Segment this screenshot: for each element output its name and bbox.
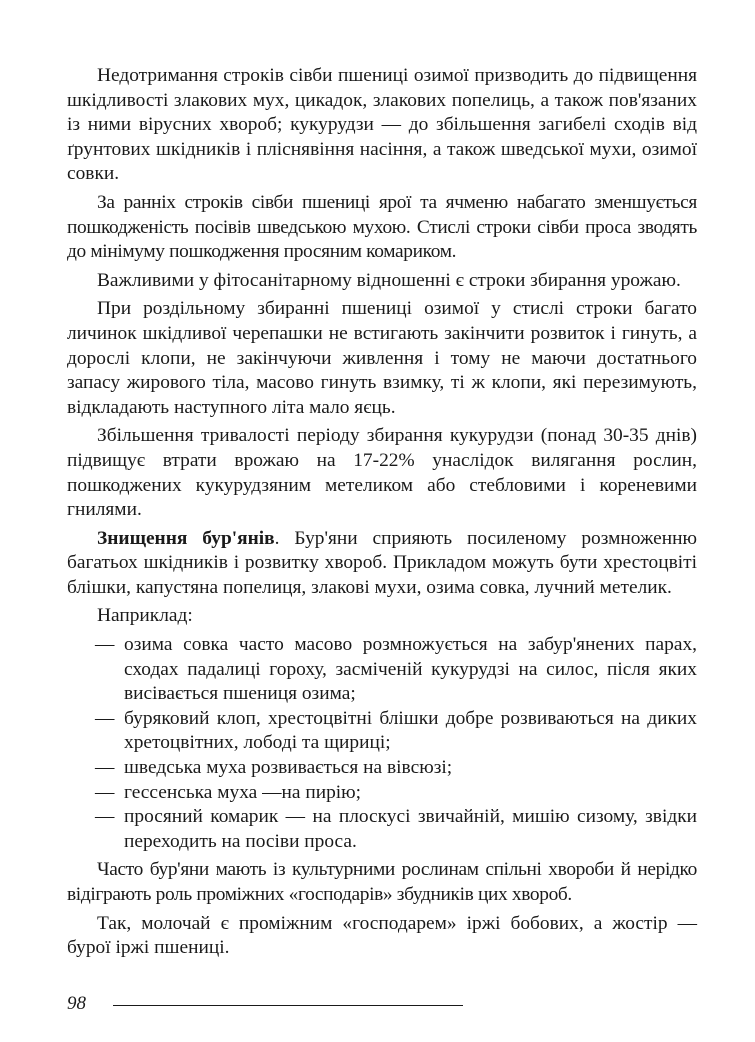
list-item-text: озима совка часто масово розмножується на забур'янених парах, сходах падалиці гороху, засміченій кукурудзі на силос, після яких висівається пшениця озима; <box>124 634 697 705</box>
list-item-text: буряковий клоп, хрестоцвітні блішки добре розвиваються на диких хретоцвітних, лободі та щириці; <box>124 707 697 754</box>
list-item <box>67 805 697 854</box>
paragraph-separate-harvest: При роздільному збиранні пшениці озимої у стислі строки багато личинок шкідливої черепашки не встигають закінчити розвиток і гинуть, а дорослі клопи, не закінчуючи живлення і тому не маючи достатнього запасу жирового тіла, масово гинуть взимку, ті ж клопи, які перезимують, відкладають наступного літа мало яєць. <box>67 298 697 418</box>
page-footer <box>67 993 467 1017</box>
list-dash: — <box>95 707 115 729</box>
paragraph-corn-harvest: Збільшення тривалості періоду збирання кукурудзи (понад 30-35 днів) підвищує втрати врожаю на 17-22% унаслідок вилягання рослин, пошкоджених кукурудзяним метеликом або стебловими і кореневими гнилями. <box>67 425 697 521</box>
list-item-text: шведська муха розвивається на вівсюзі; <box>124 757 453 779</box>
weed-control-heading: Знищення бур'янів <box>97 527 275 549</box>
paragraph-intermediate-hosts: Так, молочай є проміжним «господарем» іржі бобових, а жостір — бурої іржі пшениці. <box>67 912 697 959</box>
paragraph-weed-control <box>67 527 697 601</box>
list-dash: — <box>95 757 115 779</box>
weed-examples-list <box>67 633 697 854</box>
list-dash: — <box>95 634 115 656</box>
page-body <box>67 64 697 965</box>
page-number: 98 <box>67 993 86 1014</box>
paragraph-shared-diseases: Часто бур'яни мають із культурними рослинам спільні хвороби й нерідко відіграють роль проміжних «господарів» збудників цих хвороб. <box>67 859 697 905</box>
paragraph-early-sowing: За ранніх строків сівби пшениці ярої та ячменю набагато зменшується пошкодженість посівів шведською мухою. Стислі строки сівби проса зводять до мінімуму пошкодження просяним комариком. <box>67 191 697 263</box>
example-label: Наприклад: <box>97 605 193 627</box>
paragraph-sowing-terms: Недотримання строків сівби пшениці озимої призводить до підвищення шкідливості злакових мух, цикадок, злакових попелиць, а також пов'язаних із ними вірусних хвороб; кукурудзи — до збільшення загибелі сходів від ґрунтових шкідників і пліснявіння насіння, а також шведської мухи, озимої совки. <box>67 65 697 185</box>
list-item-text: просяний комарик — на плоскусі звичайній, мишію сизому, звідки переходить на посіви проса. <box>124 806 697 852</box>
paragraph-harvest-terms: Важливими у фітосанітарному відношенні є строки збирання урожаю. <box>97 269 681 291</box>
list-item <box>67 707 697 756</box>
list-item-text: гессенська муха —на пирію; <box>124 781 362 803</box>
weed-control-text: . Бур'яни сприяють посиленому розмноженню багатьох шкідників і розвитку хвороб. Прикладом можуть бути хрестоцвіті блішки, капустяна попелиця, злакові мухи, озима совка, лучний метелик. <box>67 527 697 598</box>
list-item <box>67 781 697 806</box>
list-item <box>67 756 697 781</box>
list-dash: — <box>95 806 115 828</box>
list-dash: — <box>95 781 115 803</box>
list-item <box>67 633 697 707</box>
footer-rule <box>113 1005 463 1006</box>
